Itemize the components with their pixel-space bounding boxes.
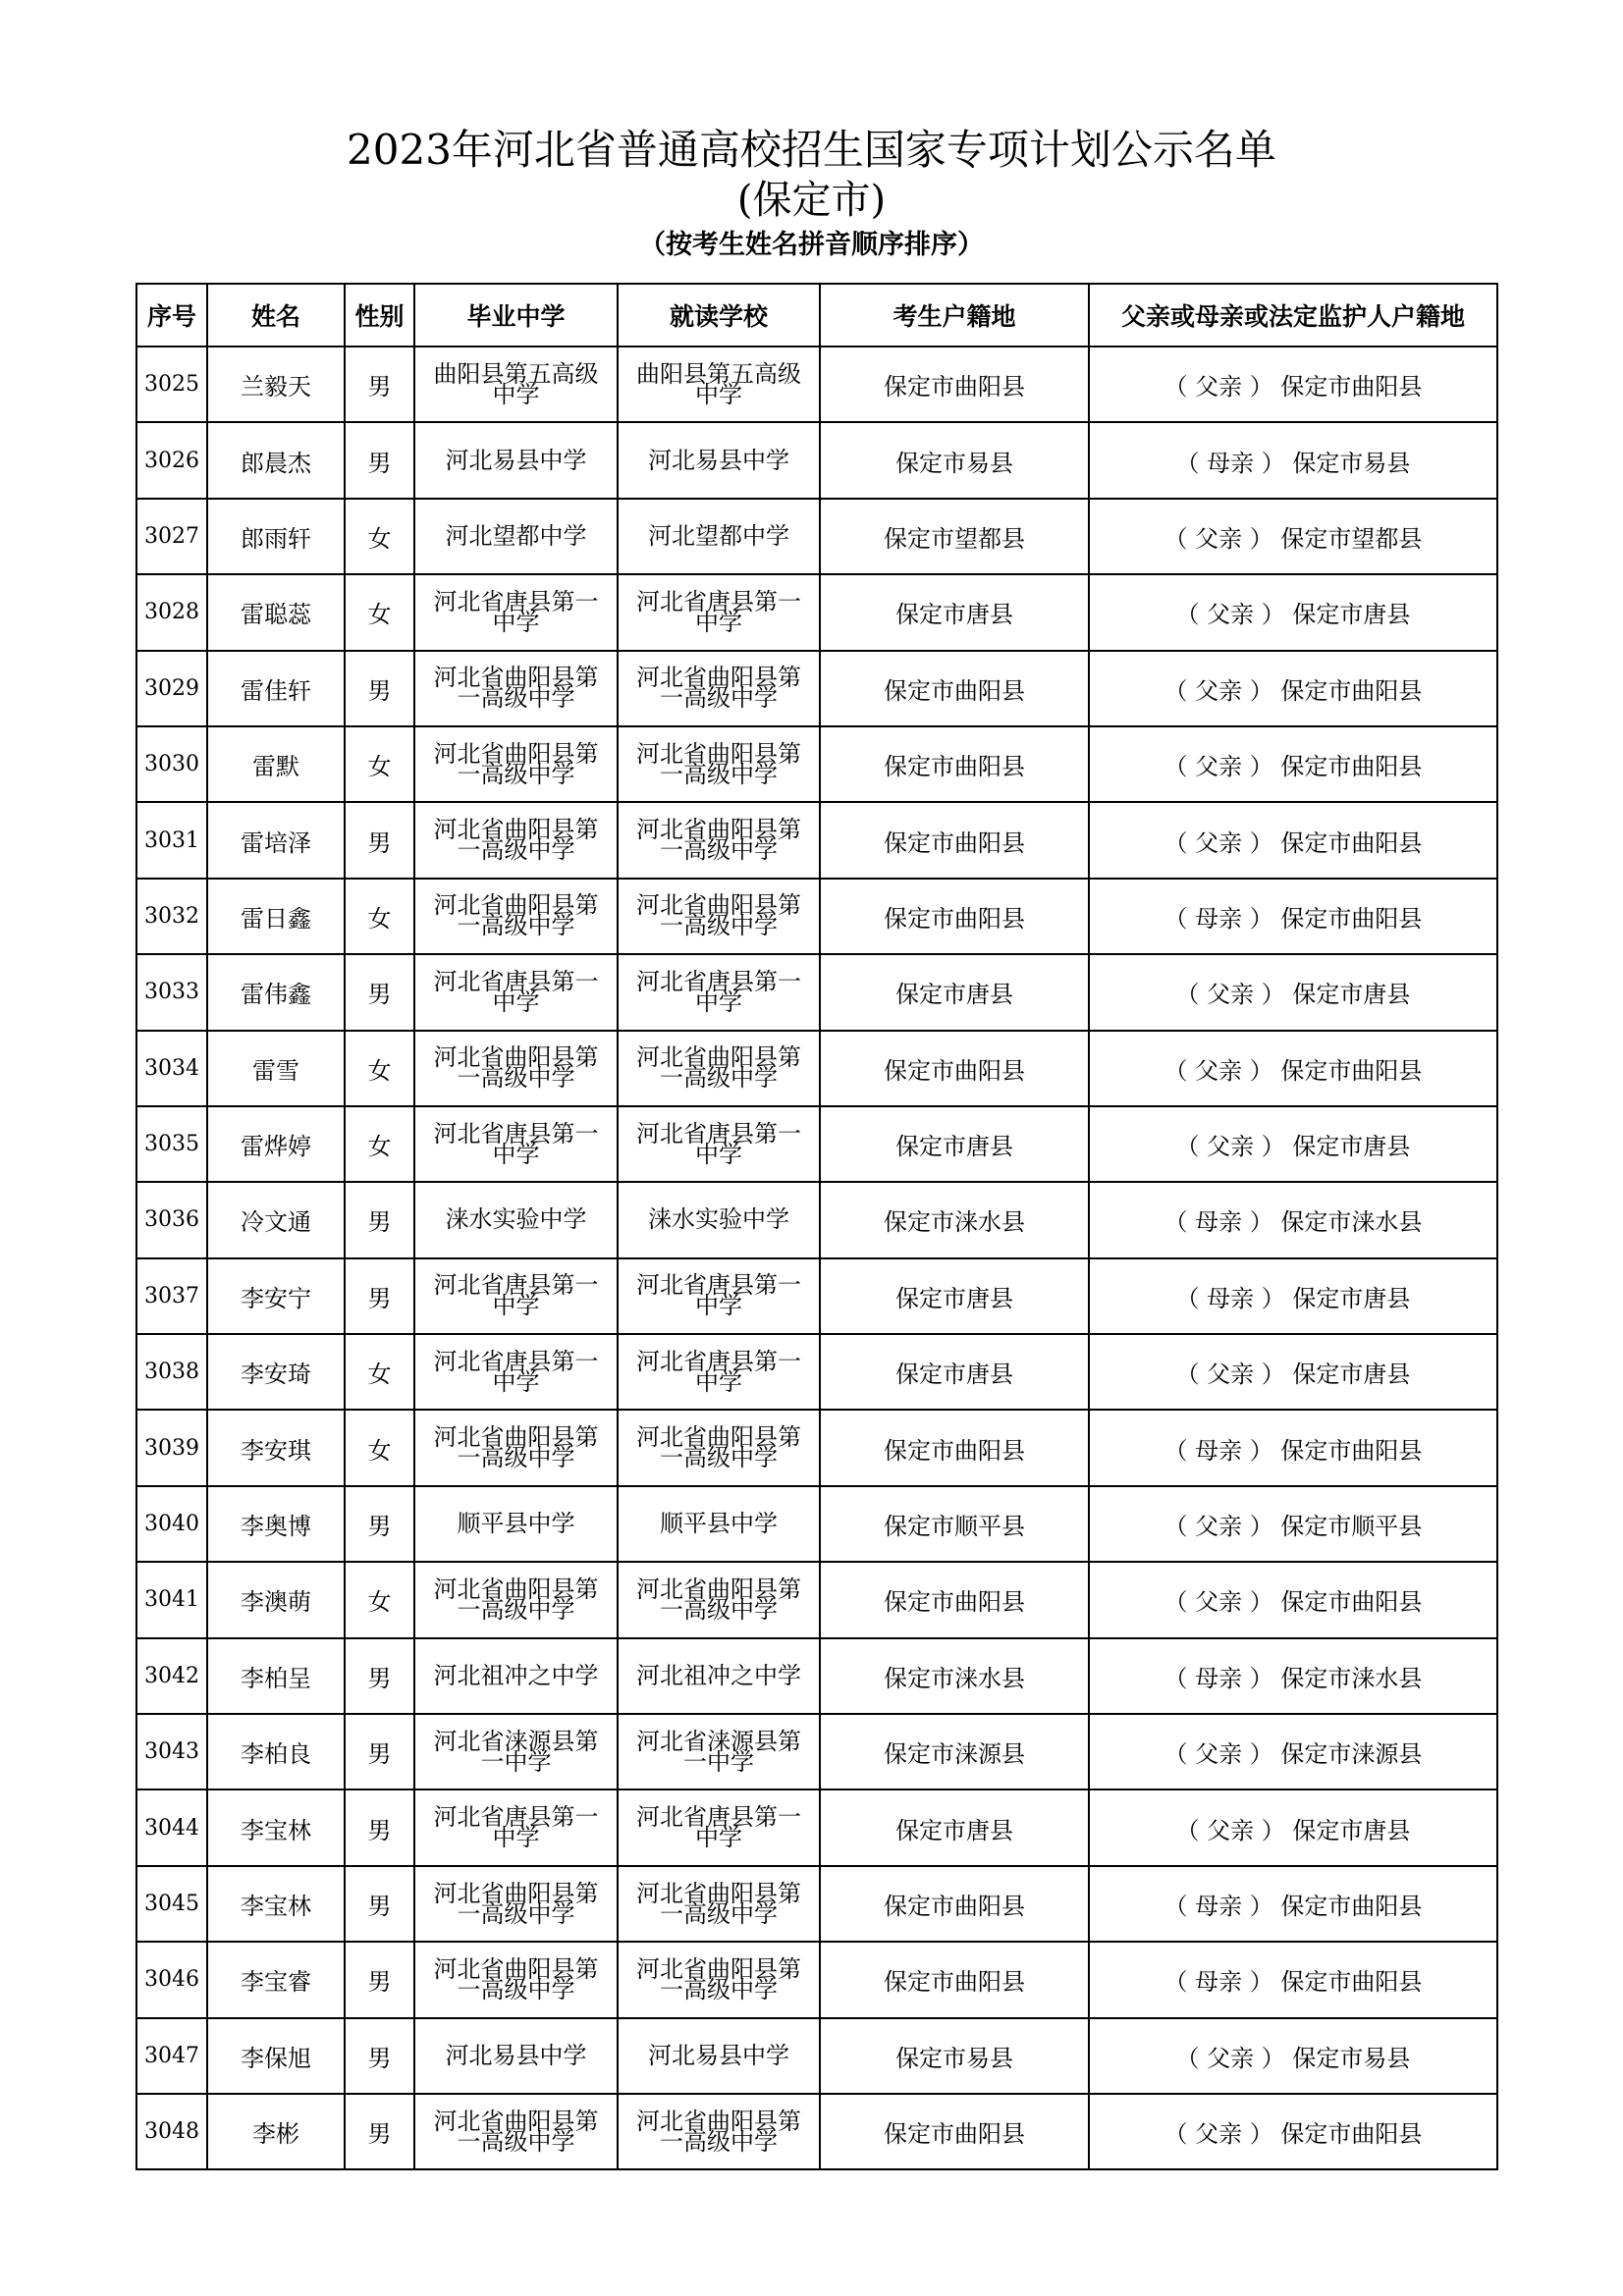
cell-current-school-text: 河北省唐县第一中学 [636, 1271, 801, 1320]
cell-guardian-hukou: （ 父亲 ） 保定市曲阳县 [1089, 1031, 1497, 1106]
cell-grad-school [414, 2094, 618, 2169]
cell-id: 3045 [136, 1866, 207, 1942]
cell-current-school-text: 河北省曲阳县第一高级中学 [636, 739, 801, 788]
cell-current-school [618, 1106, 820, 1182]
table-row [136, 1486, 1497, 1562]
cell-current-school [618, 1638, 820, 1714]
cell-id: 3048 [136, 2094, 207, 2169]
cell-guardian-hukou: （ 父亲 ） 保定市唐县 [1089, 1334, 1497, 1410]
cell-hukou: 保定市唐县 [820, 1334, 1089, 1410]
cell-grad-school [414, 2018, 618, 2094]
cell-guardian-hukou: （ 母亲 ） 保定市涞水县 [1089, 1638, 1497, 1714]
cell-grad-school [414, 802, 618, 878]
cell-gender: 男 [345, 651, 414, 726]
cell-grad-school [414, 1942, 618, 2017]
cell-gender: 女 [345, 499, 414, 574]
cell-current-school-text: 河北省曲阳县第一高级中学 [636, 1954, 801, 2003]
table-row [136, 499, 1497, 574]
cell-gender: 男 [345, 1714, 414, 1789]
cell-guardian-hukou: （ 父亲 ） 保定市易县 [1089, 2018, 1497, 2094]
cell-current-school [618, 2018, 820, 2094]
table-row [136, 2094, 1497, 2169]
cell-current-school-text: 河北易县中学 [648, 2041, 789, 2069]
cell-name: 兰毅天 [207, 347, 345, 422]
cell-gender: 男 [345, 802, 414, 878]
cell-guardian-hukou: （ 母亲 ） 保定市曲阳县 [1089, 879, 1497, 954]
cell-current-school-text: 河北省曲阳县第一高级中学 [636, 1879, 801, 1928]
cell-grad-school [414, 1334, 618, 1410]
cell-id: 3040 [136, 1486, 207, 1562]
cell-grad-school-text: 河北省唐县第一中学 [433, 1119, 599, 1168]
table-row [136, 651, 1497, 726]
cell-guardian-hukou: （ 母亲 ） 保定市涞水县 [1089, 1182, 1497, 1257]
table-row [136, 879, 1497, 954]
cell-name: 雷伟鑫 [207, 954, 345, 1030]
cell-id: 3044 [136, 1789, 207, 1865]
document-title: 2023年河北省普通高校招生国家专项计划公示名单 [347, 126, 1276, 174]
cell-grad-school [414, 499, 618, 574]
header-current-school: 就读学校 [618, 284, 820, 347]
cell-current-school-text: 河北省唐县第一中学 [636, 1803, 801, 1852]
header-grad-school: 毕业中学 [414, 284, 618, 347]
cell-current-school [618, 574, 820, 650]
cell-name: 李宝睿 [207, 1942, 345, 2017]
cell-hukou: 保定市曲阳县 [820, 2094, 1089, 2169]
cell-gender: 女 [345, 1562, 414, 1637]
cell-id: 3038 [136, 1334, 207, 1410]
table-row [136, 1714, 1497, 1789]
cell-name: 李澳萌 [207, 1562, 345, 1637]
cell-hukou: 保定市涞水县 [820, 1182, 1089, 1257]
cell-id: 3036 [136, 1182, 207, 1257]
cell-id: 3029 [136, 651, 207, 726]
cell-name: 郎晨杰 [207, 422, 345, 498]
cell-gender: 男 [345, 2094, 414, 2169]
cell-grad-school-text: 顺平县中学 [457, 1510, 575, 1538]
cell-hukou: 保定市曲阳县 [820, 1031, 1089, 1106]
cell-grad-school [414, 1031, 618, 1106]
table-row [136, 1942, 1497, 2017]
cell-gender: 女 [345, 726, 414, 802]
cell-grad-school-text: 河北省曲阳县第一高级中学 [433, 1879, 599, 1928]
cell-name: 李安琪 [207, 1410, 345, 1485]
cell-current-school [618, 1334, 820, 1410]
header-name: 姓名 [207, 284, 345, 347]
cell-name: 雷培泽 [207, 802, 345, 878]
cell-grad-school-text: 河北省曲阳县第一高级中学 [433, 1575, 599, 1624]
cell-name: 李柏呈 [207, 1638, 345, 1714]
cell-current-school [618, 499, 820, 574]
cell-current-school-text: 曲阳县第五高级中学 [636, 359, 801, 408]
cell-grad-school [414, 574, 618, 650]
table-row [136, 1410, 1497, 1485]
cell-current-school-text: 河北望都中学 [648, 521, 789, 550]
cell-name: 李安宁 [207, 1258, 345, 1334]
cell-grad-school [414, 726, 618, 802]
cell-hukou: 保定市涞水县 [820, 1638, 1089, 1714]
cell-gender: 男 [345, 1942, 414, 2017]
table-row [136, 1031, 1497, 1106]
header-gender: 性别 [345, 284, 414, 347]
table-row [136, 726, 1497, 802]
cell-grad-school-text: 河北省曲阳县第一高级中学 [433, 1423, 599, 1472]
cell-current-school [618, 347, 820, 422]
document-subtitle: (保定市) [736, 178, 887, 223]
cell-guardian-hukou: （ 父亲 ） 保定市涞源县 [1089, 1714, 1497, 1789]
cell-guardian-hukou: （ 父亲 ） 保定市顺平县 [1089, 1486, 1497, 1562]
table-body [136, 347, 1497, 2169]
cell-guardian-hukou: （ 父亲 ） 保定市唐县 [1089, 574, 1497, 650]
cell-guardian-hukou: （ 母亲 ） 保定市易县 [1089, 422, 1497, 498]
cell-current-school-text: 河北省曲阳县第一高级中学 [636, 891, 801, 940]
cell-grad-school-text: 曲阳县第五高级中学 [433, 359, 599, 408]
cell-guardian-hukou: （ 父亲 ） 保定市曲阳县 [1089, 651, 1497, 726]
cell-id: 3034 [136, 1031, 207, 1106]
cell-guardian-hukou: （ 母亲 ） 保定市曲阳县 [1089, 1866, 1497, 1942]
cell-name: 郎雨轩 [207, 499, 345, 574]
admission-list-table [135, 283, 1498, 2170]
cell-grad-school-text: 河北祖冲之中学 [433, 1661, 599, 1689]
cell-grad-school-text: 河北省唐县第一中学 [433, 967, 599, 1016]
cell-grad-school-text: 河北省曲阳县第一高级中学 [433, 2107, 599, 2156]
cell-guardian-hukou: （ 父亲 ） 保定市曲阳县 [1089, 802, 1497, 878]
cell-grad-school [414, 1410, 618, 1485]
cell-id: 3033 [136, 954, 207, 1030]
cell-guardian-hukou: （ 父亲 ） 保定市曲阳县 [1089, 2094, 1497, 2169]
cell-grad-school-text: 河北省唐县第一中学 [433, 1803, 599, 1852]
cell-guardian-hukou: （ 母亲 ） 保定市唐县 [1089, 1258, 1497, 1334]
cell-name: 李安琦 [207, 1334, 345, 1410]
cell-name: 雷日鑫 [207, 879, 345, 954]
cell-hukou: 保定市曲阳县 [820, 1866, 1089, 1942]
cell-guardian-hukou: （ 母亲 ） 保定市曲阳县 [1089, 1410, 1497, 1485]
cell-id: 3041 [136, 1562, 207, 1637]
cell-hukou: 保定市唐县 [820, 574, 1089, 650]
cell-guardian-hukou: （ 父亲 ） 保定市曲阳县 [1089, 1562, 1497, 1637]
header-id: 序号 [136, 284, 207, 347]
cell-current-school-text: 河北省曲阳县第一高级中学 [636, 1043, 801, 1093]
cell-gender: 男 [345, 347, 414, 422]
header-hukou: 考生户籍地 [820, 284, 1089, 347]
cell-current-school-text: 河北省曲阳县第一高级中学 [636, 2107, 801, 2156]
cell-hukou: 保定市顺平县 [820, 1486, 1089, 1562]
cell-hukou: 保定市曲阳县 [820, 1562, 1089, 1637]
cell-current-school-text: 河北省涞源县第一中学 [636, 1727, 801, 1776]
cell-gender: 女 [345, 574, 414, 650]
cell-current-school-text: 河北易县中学 [648, 446, 789, 474]
cell-id: 3046 [136, 1942, 207, 2017]
table-row [136, 1258, 1497, 1334]
table-row [136, 2018, 1497, 2094]
cell-current-school-text: 河北省曲阳县第一高级中学 [636, 816, 801, 865]
cell-current-school [618, 2094, 820, 2169]
cell-grad-school-text: 河北省唐县第一中学 [433, 587, 599, 636]
cell-current-school-text: 河北省唐县第一中学 [636, 1119, 801, 1168]
cell-current-school [618, 1258, 820, 1334]
cell-hukou: 保定市易县 [820, 422, 1089, 498]
cell-grad-school-text: 河北省曲阳县第一高级中学 [433, 664, 599, 713]
cell-gender: 男 [345, 1486, 414, 1562]
cell-current-school-text: 涞水实验中学 [648, 1205, 789, 1234]
cell-gender: 男 [345, 954, 414, 1030]
cell-hukou: 保定市曲阳县 [820, 347, 1089, 422]
cell-current-school [618, 1789, 820, 1865]
cell-name: 李柏良 [207, 1714, 345, 1789]
cell-grad-school-text: 河北省唐县第一中学 [433, 1347, 599, 1396]
cell-id: 3037 [136, 1258, 207, 1334]
cell-guardian-hukou: （ 母亲 ） 保定市曲阳县 [1089, 1942, 1497, 2017]
cell-current-school [618, 1486, 820, 1562]
cell-grad-school-text: 河北省曲阳县第一高级中学 [433, 891, 599, 940]
sort-order-note: （按考生姓名拼音顺序排序） [639, 230, 984, 260]
cell-gender: 男 [345, 1789, 414, 1865]
table-row [136, 1106, 1497, 1182]
cell-guardian-hukou: （ 父亲 ） 保定市望都县 [1089, 499, 1497, 574]
cell-grad-school-text: 河北省曲阳县第一高级中学 [433, 739, 599, 788]
cell-gender: 女 [345, 879, 414, 954]
table-row [136, 1638, 1497, 1714]
cell-hukou: 保定市唐县 [820, 1258, 1089, 1334]
cell-id: 3025 [136, 347, 207, 422]
cell-name: 李彬 [207, 2094, 345, 2169]
cell-grad-school [414, 954, 618, 1030]
cell-current-school [618, 1942, 820, 2017]
cell-id: 3043 [136, 1714, 207, 1789]
table-row [136, 347, 1497, 422]
cell-current-school [618, 1182, 820, 1257]
table-row [136, 802, 1497, 878]
cell-current-school-text: 河北省唐县第一中学 [636, 967, 801, 1016]
cell-gender: 女 [345, 1106, 414, 1182]
table-header-row [136, 284, 1497, 347]
cell-current-school-text: 河北省曲阳县第一高级中学 [636, 1423, 801, 1472]
cell-id: 3031 [136, 802, 207, 878]
table-row [136, 1866, 1497, 1942]
cell-current-school [618, 422, 820, 498]
cell-grad-school [414, 879, 618, 954]
cell-current-school [618, 726, 820, 802]
cell-current-school-text: 河北省唐县第一中学 [636, 587, 801, 636]
cell-guardian-hukou: （ 父亲 ） 保定市唐县 [1089, 1789, 1497, 1865]
cell-current-school [618, 1562, 820, 1637]
cell-hukou: 保定市唐县 [820, 954, 1089, 1030]
cell-id: 3030 [136, 726, 207, 802]
table-row [136, 954, 1497, 1030]
cell-gender: 女 [345, 1031, 414, 1106]
cell-name: 雷默 [207, 726, 345, 802]
cell-gender: 女 [345, 1334, 414, 1410]
header-guardian-hukou: 父亲或母亲或法定监护人户籍地 [1089, 284, 1497, 347]
cell-id: 3026 [136, 422, 207, 498]
cell-name: 李宝林 [207, 1866, 345, 1942]
cell-id: 3039 [136, 1410, 207, 1485]
cell-grad-school-text: 河北省曲阳县第一高级中学 [433, 1954, 599, 2003]
table-row [136, 1182, 1497, 1257]
cell-id: 3028 [136, 574, 207, 650]
table-row [136, 1789, 1497, 1865]
cell-grad-school [414, 1866, 618, 1942]
cell-grad-school-text: 河北省曲阳县第一高级中学 [433, 1043, 599, 1093]
cell-gender: 男 [345, 422, 414, 498]
cell-hukou: 保定市曲阳县 [820, 651, 1089, 726]
cell-grad-school [414, 1182, 618, 1257]
cell-name: 雷烨婷 [207, 1106, 345, 1182]
cell-current-school [618, 651, 820, 726]
cell-name: 雷雪 [207, 1031, 345, 1106]
cell-current-school [618, 802, 820, 878]
cell-id: 3035 [136, 1106, 207, 1182]
cell-grad-school [414, 422, 618, 498]
cell-guardian-hukou: （ 父亲 ） 保定市唐县 [1089, 954, 1497, 1030]
cell-guardian-hukou: （ 父亲 ） 保定市曲阳县 [1089, 347, 1497, 422]
cell-grad-school-text: 河北易县中学 [445, 446, 587, 474]
cell-grad-school [414, 1714, 618, 1789]
cell-grad-school-text: 涞水实验中学 [445, 1205, 587, 1234]
cell-grad-school-text: 河北望都中学 [445, 521, 587, 550]
cell-current-school [618, 1714, 820, 1789]
cell-hukou: 保定市曲阳县 [820, 879, 1089, 954]
cell-gender: 男 [345, 1258, 414, 1334]
cell-grad-school [414, 1638, 618, 1714]
cell-grad-school-text: 河北省涞源县第一中学 [433, 1727, 599, 1776]
cell-name: 李宝林 [207, 1789, 345, 1865]
cell-current-school-text: 河北省唐县第一中学 [636, 1347, 801, 1396]
cell-id: 3027 [136, 499, 207, 574]
cell-hukou: 保定市曲阳县 [820, 1942, 1089, 2017]
cell-gender: 男 [345, 2018, 414, 2094]
cell-hukou: 保定市曲阳县 [820, 726, 1089, 802]
cell-name: 雷聪蕊 [207, 574, 345, 650]
cell-guardian-hukou: （ 父亲 ） 保定市唐县 [1089, 1106, 1497, 1182]
cell-name: 雷佳轩 [207, 651, 345, 726]
cell-id: 3042 [136, 1638, 207, 1714]
cell-hukou: 保定市涞源县 [820, 1714, 1089, 1789]
cell-hukou: 保定市唐县 [820, 1789, 1089, 1865]
cell-hukou: 保定市唐县 [820, 1106, 1089, 1182]
cell-hukou: 保定市望都县 [820, 499, 1089, 574]
table-row [136, 1334, 1497, 1410]
table-row [136, 574, 1497, 650]
cell-gender: 男 [345, 1182, 414, 1257]
cell-grad-school [414, 1562, 618, 1637]
cell-current-school [618, 1410, 820, 1485]
cell-hukou: 保定市曲阳县 [820, 1410, 1089, 1485]
cell-grad-school [414, 1106, 618, 1182]
cell-gender: 女 [345, 1410, 414, 1485]
cell-grad-school-text: 河北省唐县第一中学 [433, 1271, 599, 1320]
cell-current-school-text: 河北省曲阳县第一高级中学 [636, 1575, 801, 1624]
cell-current-school [618, 954, 820, 1030]
cell-current-school [618, 1866, 820, 1942]
cell-grad-school-text: 河北易县中学 [445, 2041, 587, 2069]
cell-name: 李奥博 [207, 1486, 345, 1562]
cell-name: 李保旭 [207, 2018, 345, 2094]
cell-name: 冷文通 [207, 1182, 345, 1257]
table-row [136, 422, 1497, 498]
cell-grad-school-text: 河北省曲阳县第一高级中学 [433, 816, 599, 865]
cell-current-school [618, 879, 820, 954]
cell-grad-school [414, 1258, 618, 1334]
cell-current-school [618, 1031, 820, 1106]
cell-guardian-hukou: （ 父亲 ） 保定市曲阳县 [1089, 726, 1497, 802]
cell-current-school-text: 河北祖冲之中学 [636, 1661, 801, 1689]
cell-hukou: 保定市曲阳县 [820, 802, 1089, 878]
cell-id: 3032 [136, 879, 207, 954]
cell-grad-school [414, 1486, 618, 1562]
cell-hukou: 保定市易县 [820, 2018, 1089, 2094]
cell-current-school-text: 顺平县中学 [660, 1510, 778, 1538]
table-row [136, 1562, 1497, 1637]
cell-grad-school [414, 651, 618, 726]
cell-gender: 男 [345, 1866, 414, 1942]
cell-current-school-text: 河北省曲阳县第一高级中学 [636, 664, 801, 713]
cell-grad-school [414, 1789, 618, 1865]
cell-id: 3047 [136, 2018, 207, 2094]
cell-gender: 男 [345, 1638, 414, 1714]
cell-grad-school [414, 347, 618, 422]
